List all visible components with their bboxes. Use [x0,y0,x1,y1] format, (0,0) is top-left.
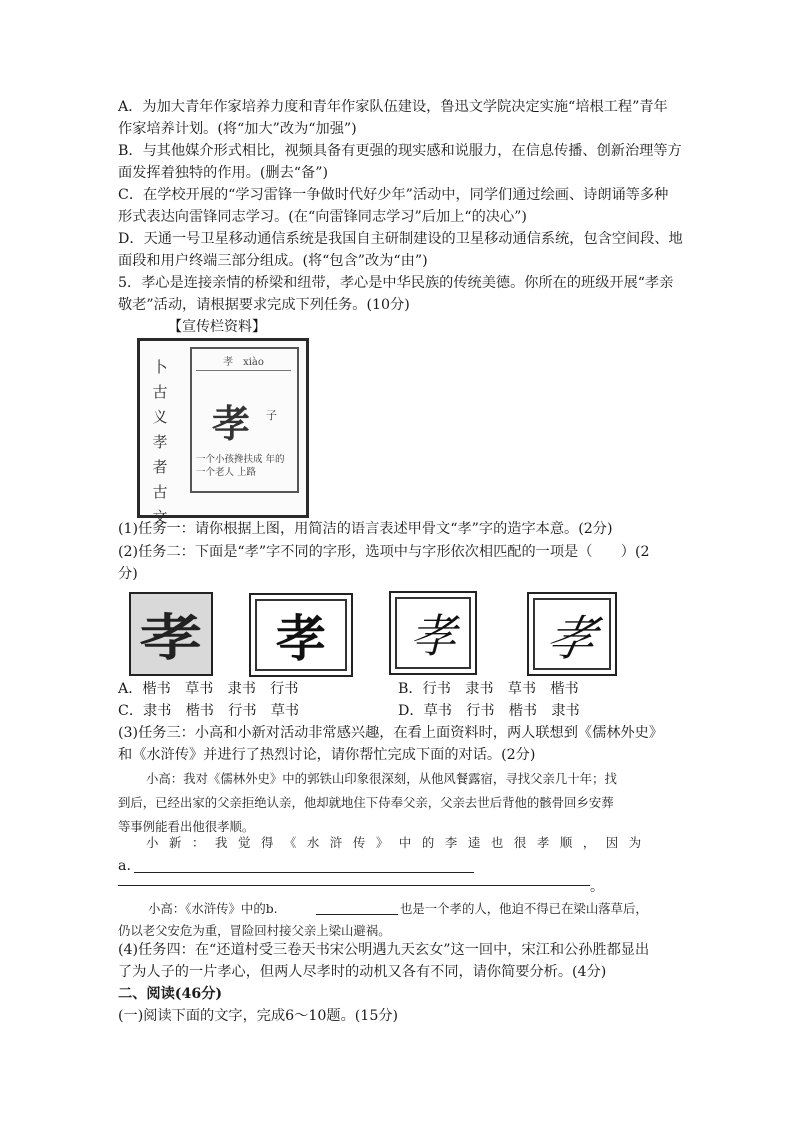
glyph-running-char: 孝 [410,609,456,663]
task-1: (1)任务一：请你根据上图，用简洁的语言表述甲骨文“孝”字的造字本意。(2分) [118,521,613,537]
answer-b-blank[interactable] [316,900,398,915]
glyph-cursive-char: 孝 [541,610,601,667]
dialogue-gao2-line2: 仍以老父安危为重，冒险回村接父亲上梁山避祸。 [118,923,391,938]
option-b-line1: B．与其他媒介形式相比，视频具备有更强的现实感和说服力，在信息传播、创新治理等方 [118,143,682,159]
period-mark: 。 [590,879,604,895]
glyph-regular [249,593,353,677]
poster-small-glyph: 子 [266,409,277,422]
task-4-line2: 了为人子的一片孝心，但两人尽孝时的动机又各有不同，请你简要分析。(4分) [118,964,607,980]
glyph-cursive [527,592,617,676]
poster-caption: 一个小孩搀扶成 年的一个老人 上路 [196,454,285,478]
glyph-regular-char: 孝 [276,609,326,668]
glyph-running-frame [395,597,471,669]
poster-vertical-text: 卜 古 义 孝 者 古 文 [152,358,168,526]
option-c-line1: C．在学校开展的“学习雷锋一争做时代好少年”活动中，同学们通过绘画、诗朗诵等多种 [118,187,669,203]
dialogue-gao2-pre: 小高：《水浒传》中的b. [148,901,278,916]
oracle-glyph: 孝 [212,401,251,446]
question-5-line1: 5．孝心是连接亲情的桥梁和纽带，孝心是中华民族的传统美德。你所在的班级开展“孝亲 [118,275,674,291]
option-a-line1: A．为加大青年作家培养力度和青年作家队伍建设，鲁迅文学院决定实施“培根工程”青年 [118,99,668,115]
choice-c: C．隶书 楷书 行书 草书 [118,703,300,719]
task-3-line2: 和《水浒传》并进行了热烈讨论，请你帮忙完成下面的对话。(2分) [118,747,536,763]
dialogue-xin-line1: 小新：我觉得《水浒传》中的李逵也很孝顺，因为 [146,835,652,850]
dialogue-gao-line2: 到后，已经出家的父亲拒绝认亲，他却就地住下侍奉父亲，父亲去世后背他的骸骨回乡安葬 [118,795,614,810]
choice-d: D．草书 行书 楷书 隶书 [398,703,580,719]
dialogue-gao-line1: 小高：我对《儒林外史》中的郭铁山印象很深刻，从他风餐露宿，寻找父亲几十年；找 [146,771,617,786]
task-2-line1: (2)任务二：下面是“孝”字不同的字形，选项中与字形依次相匹配的一项是（ ）(2 [118,544,650,560]
glyph-clerical [129,592,213,676]
option-c-line2: 形式表达向雷锋同志学习。(在“向雷锋同志学习”后加上“的决心”) [118,209,527,225]
option-b-line2: 面发挥着独特的作用。(删去“备”) [118,165,329,181]
task-3-line1: (3)任务三：小高和小新对活动非常感兴趣，在看上面资料时，两人联想到《儒林外史》 [118,725,664,741]
poster-image [137,338,309,526]
poster-inner-box [190,347,299,493]
dialogue-gao2-post: 也是一个孝的人，他迫不得已在梁山落草后， [400,901,648,916]
dialogue-gao-line3: 等事例能看出他很孝顺。 [118,819,255,834]
option-d-line1: D．天通一号卫星移动通信系统是我国自主研制建设的卫星移动通信系统，包含空间段、地 [118,231,683,247]
answer-a-blank-line2[interactable] [118,871,590,886]
question-5-line2: 敬老”活动，请根据要求完成下列任务。(10分) [118,297,410,313]
choice-a: A．楷书 草书 隶书 行书 [118,681,299,697]
poster-header: 孝 xiào [196,353,291,371]
poster-label: 【宣传栏资料】 [168,319,266,335]
choice-b: B．行书 隶书 草书 楷书 [398,681,579,697]
section-2-heading: 二、阅读(46分) [118,986,223,1002]
glyph-running [389,591,477,675]
option-d-line2: 面段和用户终端三部分组成。(将“包含”改为“由”) [118,253,428,269]
section-2-sub: (一)阅读下面的文字，完成6～10题。(15分) [118,1008,399,1024]
glyph-clerical-char: 孝 [139,608,203,667]
task-2-line2: 分) [118,566,138,582]
task-4-line1: (4)任务四：在“还道村受三卷天书宋公明遇九天玄女”这一回中，宋江和公孙胜都显出 [118,942,650,958]
option-a-line2: 作家培养计划。(将“加大”改为“加强”) [118,121,357,137]
glyph-regular-frame [255,599,347,671]
answer-a-label: a. [118,858,131,874]
